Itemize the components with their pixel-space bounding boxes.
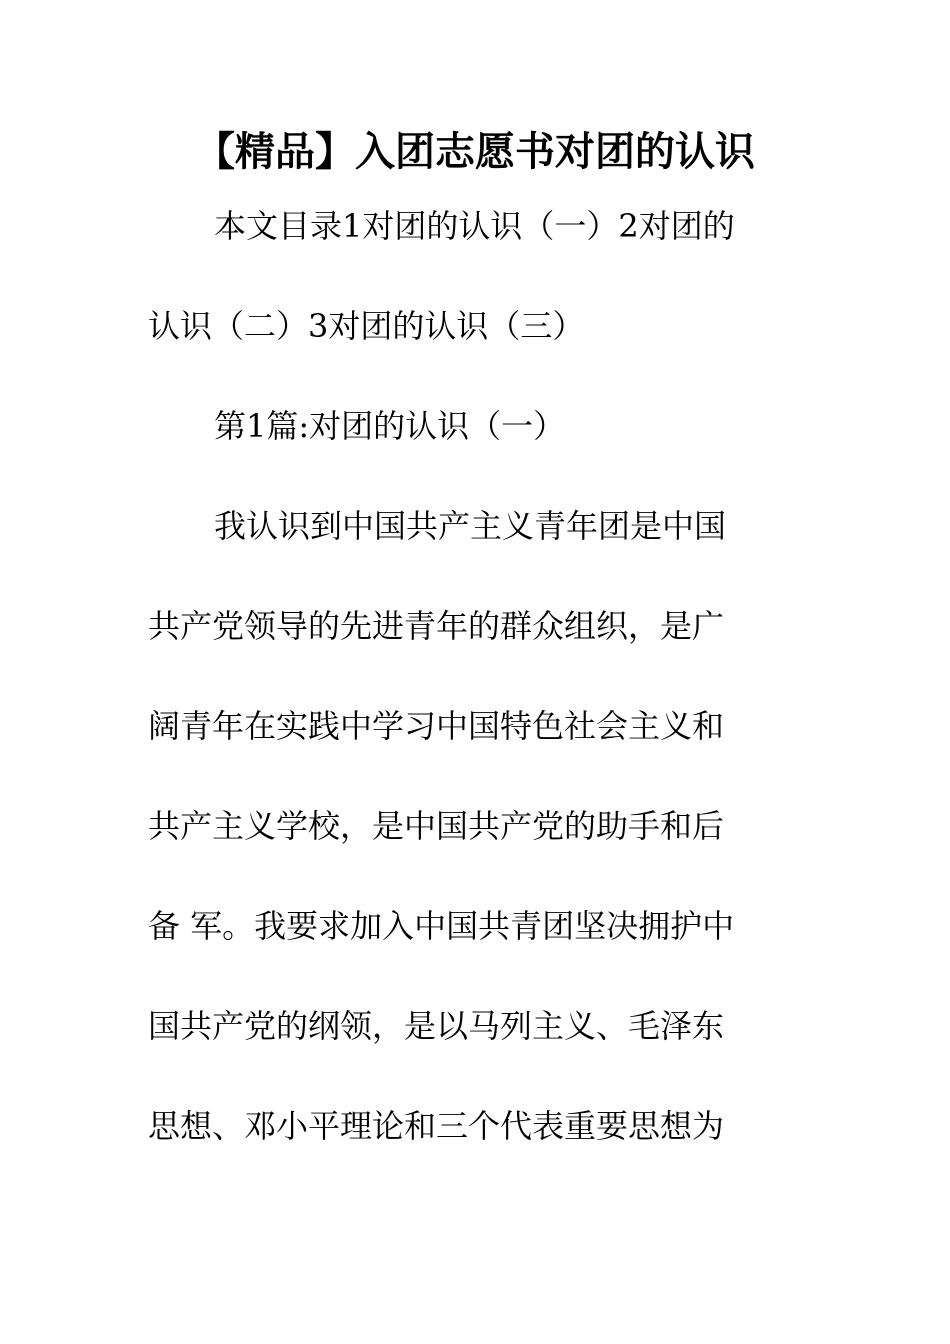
- body-line: 共产党领导的先进青年的群众组织，是广: [148, 607, 725, 645]
- body-line: 思想、邓小平理论和三个代表重要思想为: [148, 1107, 725, 1145]
- body-line: 阔青年在实践中学习中国特色社会主义和: [148, 707, 725, 745]
- document-title: 【精品】入团志愿书对团的认识: [195, 128, 755, 175]
- body-line: 共产主义学校，是中国共产党的助手和后: [148, 807, 725, 845]
- toc-line-1: 本文目录1对团的认识（一）2对团的: [214, 207, 735, 245]
- toc-line-2: 认识（二）3对团的认识（三）: [148, 307, 585, 345]
- body-line: 国共产党的纲领，是以马列主义、毛泽东: [148, 1007, 725, 1045]
- body-line: 备 军。我要求加入中国共青团坚决拥护中: [148, 907, 735, 945]
- body-line: 我认识到中国共产主义青年团是中国: [214, 507, 727, 545]
- section-heading: 第1篇:对团的认识（一）: [214, 407, 566, 445]
